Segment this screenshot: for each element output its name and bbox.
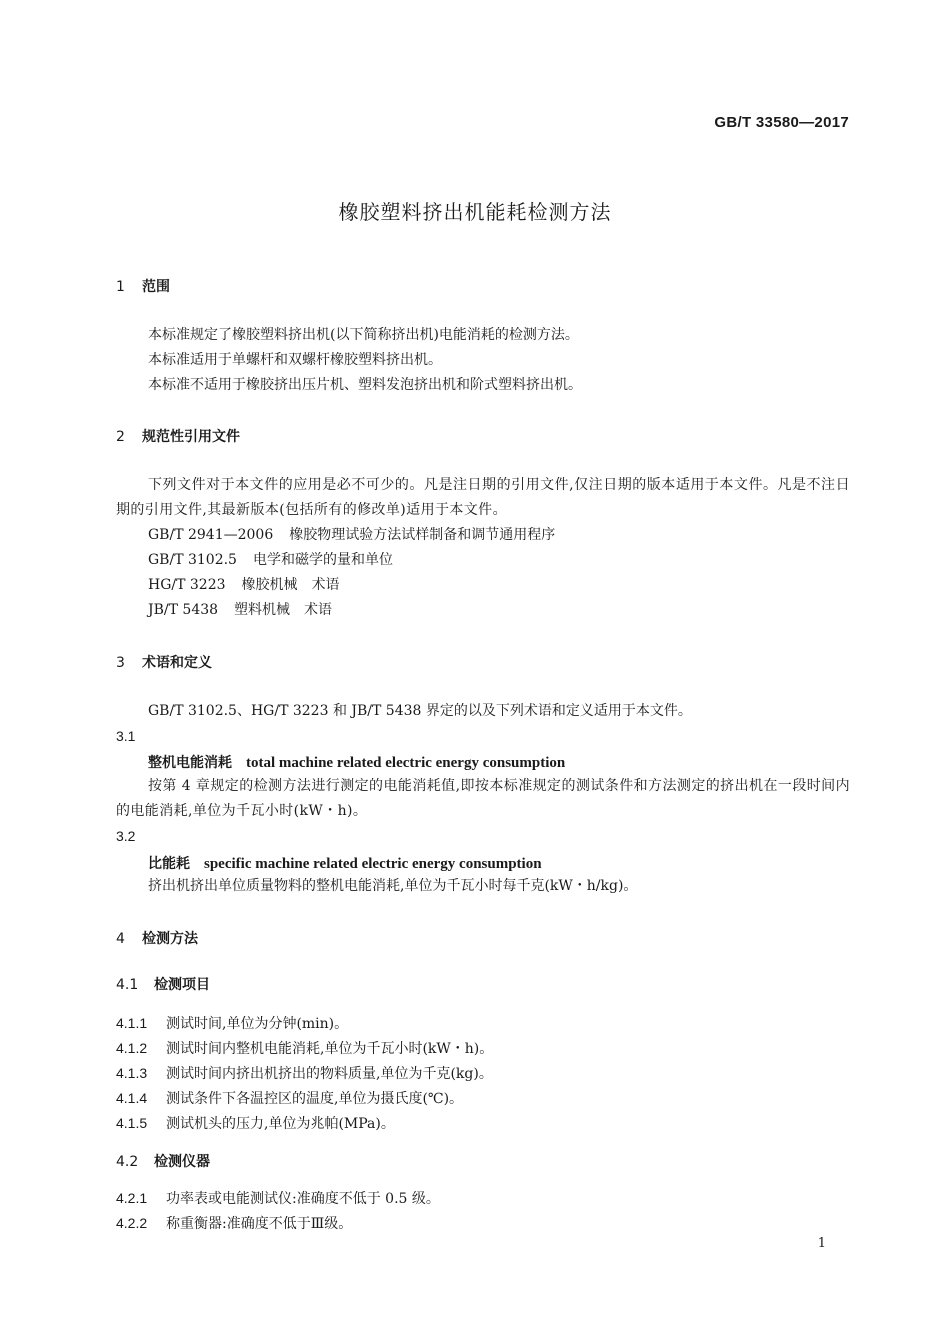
- paragraph: 本标准规定了橡胶塑料挤出机(以下简称挤出机)电能消耗的检测方法。: [148, 327, 579, 343]
- item-text: 称重衡器:准确度不低于Ⅲ级。: [166, 1216, 353, 1232]
- paragraph: 下列文件对于本文件的应用是必不可少的。凡是注日期的引用文件,仅注日期的版本适用于本文件。凡是不注日期的引用文件,其最新版本(包括所有的修改单)适用于本文件。: [116, 477, 850, 518]
- subsection-label: 检测仪器: [154, 1154, 210, 1170]
- reference-code: HG/T 3223: [148, 577, 226, 593]
- term-zh: 整机电能消耗: [148, 755, 232, 771]
- subsection-label: 检测项目: [154, 977, 210, 993]
- reference-item: [148, 523, 555, 548]
- term-en: total machine related electric energy consumption: [246, 755, 566, 771]
- term-number: 3.2: [116, 828, 136, 844]
- list-item: [116, 1188, 440, 1208]
- page-title: 橡胶塑料挤出机能耗检测方法: [338, 200, 612, 224]
- paragraph: GB/T 3102.5、HG/T 3223 和 JB/T 5438 界定的以及下列术语和定义适用于本文件。: [148, 703, 692, 719]
- item-number: 4.1.5: [116, 1115, 148, 1131]
- item-number: 4.1.1: [116, 1015, 148, 1031]
- list-item: [116, 1113, 395, 1133]
- section-3-heading: [116, 652, 212, 672]
- reference-item: [148, 573, 340, 598]
- reference-code: GB/T 2941—2006: [148, 527, 274, 543]
- reference-title: 电学和磁学的量和单位: [252, 552, 393, 568]
- section-2-heading: [116, 426, 240, 446]
- item-text: 功率表或电能测试仪:准确度不低于 0.5 级。: [166, 1191, 440, 1207]
- list-item: [116, 1013, 348, 1033]
- term-zh: 比能耗: [148, 856, 190, 872]
- section-number: 4: [116, 931, 125, 947]
- section-4-heading: [116, 928, 198, 948]
- list-item: [116, 1038, 493, 1058]
- reference-code: GB/T 3102.5: [148, 552, 237, 568]
- section-label: 检测方法: [142, 931, 198, 947]
- section-number: 1: [116, 279, 125, 295]
- reference-title: 塑料机械 术语: [234, 602, 333, 618]
- item-text: 测试条件下各温控区的温度,单位为摄氏度(℃)。: [166, 1091, 464, 1107]
- paragraph: 本标准不适用于橡胶挤出压片机、塑料发泡挤出机和阶式塑料挤出机。: [148, 377, 582, 393]
- item-text: 测试机头的压力,单位为兆帕(MPa)。: [166, 1116, 395, 1132]
- term-number: 3.1: [116, 728, 136, 744]
- item-number: 4.1.3: [116, 1065, 148, 1081]
- section-number: 2: [116, 429, 125, 445]
- subsection-4-2-heading: [116, 1151, 210, 1171]
- term-heading: [148, 752, 565, 772]
- reference-code: JB/T 5438: [148, 602, 219, 618]
- item-number: 4.1.2: [116, 1040, 148, 1056]
- list-item: [116, 1213, 352, 1233]
- section-label: 术语和定义: [142, 655, 212, 671]
- standard-code: GB/T 33580—2017: [714, 114, 849, 131]
- term-en: specific machine related electric energy consumption: [204, 856, 542, 872]
- list-item: [116, 1088, 463, 1108]
- item-text: 测试时间内整机电能消耗,单位为千瓦小时(kW・h)。: [166, 1041, 494, 1057]
- reference-item: [148, 598, 332, 623]
- section-label: 规范性引用文件: [142, 429, 240, 445]
- item-number: 4.2.2: [116, 1215, 148, 1231]
- subsection-number: 4.1: [116, 977, 139, 993]
- reference-title: 橡胶物理试验方法试样制备和调节通用程序: [289, 527, 556, 543]
- subsection-4-1-heading: [116, 974, 210, 994]
- page-number: 1: [817, 1236, 826, 1251]
- term-definition: 挤出机挤出单位质量物料的整机电能消耗,单位为千瓦小时每千克(kW・h/kg)。: [148, 878, 638, 894]
- section-1-heading: [116, 276, 170, 296]
- section-label: 范围: [142, 279, 170, 295]
- item-text: 测试时间内挤出机挤出的物料质量,单位为千克(kg)。: [166, 1066, 493, 1082]
- section-number: 3: [116, 655, 125, 671]
- subsection-number: 4.2: [116, 1154, 139, 1170]
- item-number: 4.1.4: [116, 1090, 148, 1106]
- paragraph: 本标准适用于单螺杆和双螺杆橡胶塑料挤出机。: [148, 352, 442, 368]
- reference-title: 橡胶机械 术语: [241, 577, 340, 593]
- item-number: 4.2.1: [116, 1190, 148, 1206]
- list-item: [116, 1063, 493, 1083]
- term-definition: 按第 4 章规定的检测方法进行测定的电能消耗值,即按本标准规定的测试条件和方法测定的挤出机在一段时间内的电能消耗,单位为千瓦小时(kW・h)。: [116, 778, 850, 819]
- term-heading: [148, 853, 542, 873]
- reference-item: [148, 548, 393, 573]
- item-text: 测试时间,单位为分钟(min)。: [166, 1016, 349, 1032]
